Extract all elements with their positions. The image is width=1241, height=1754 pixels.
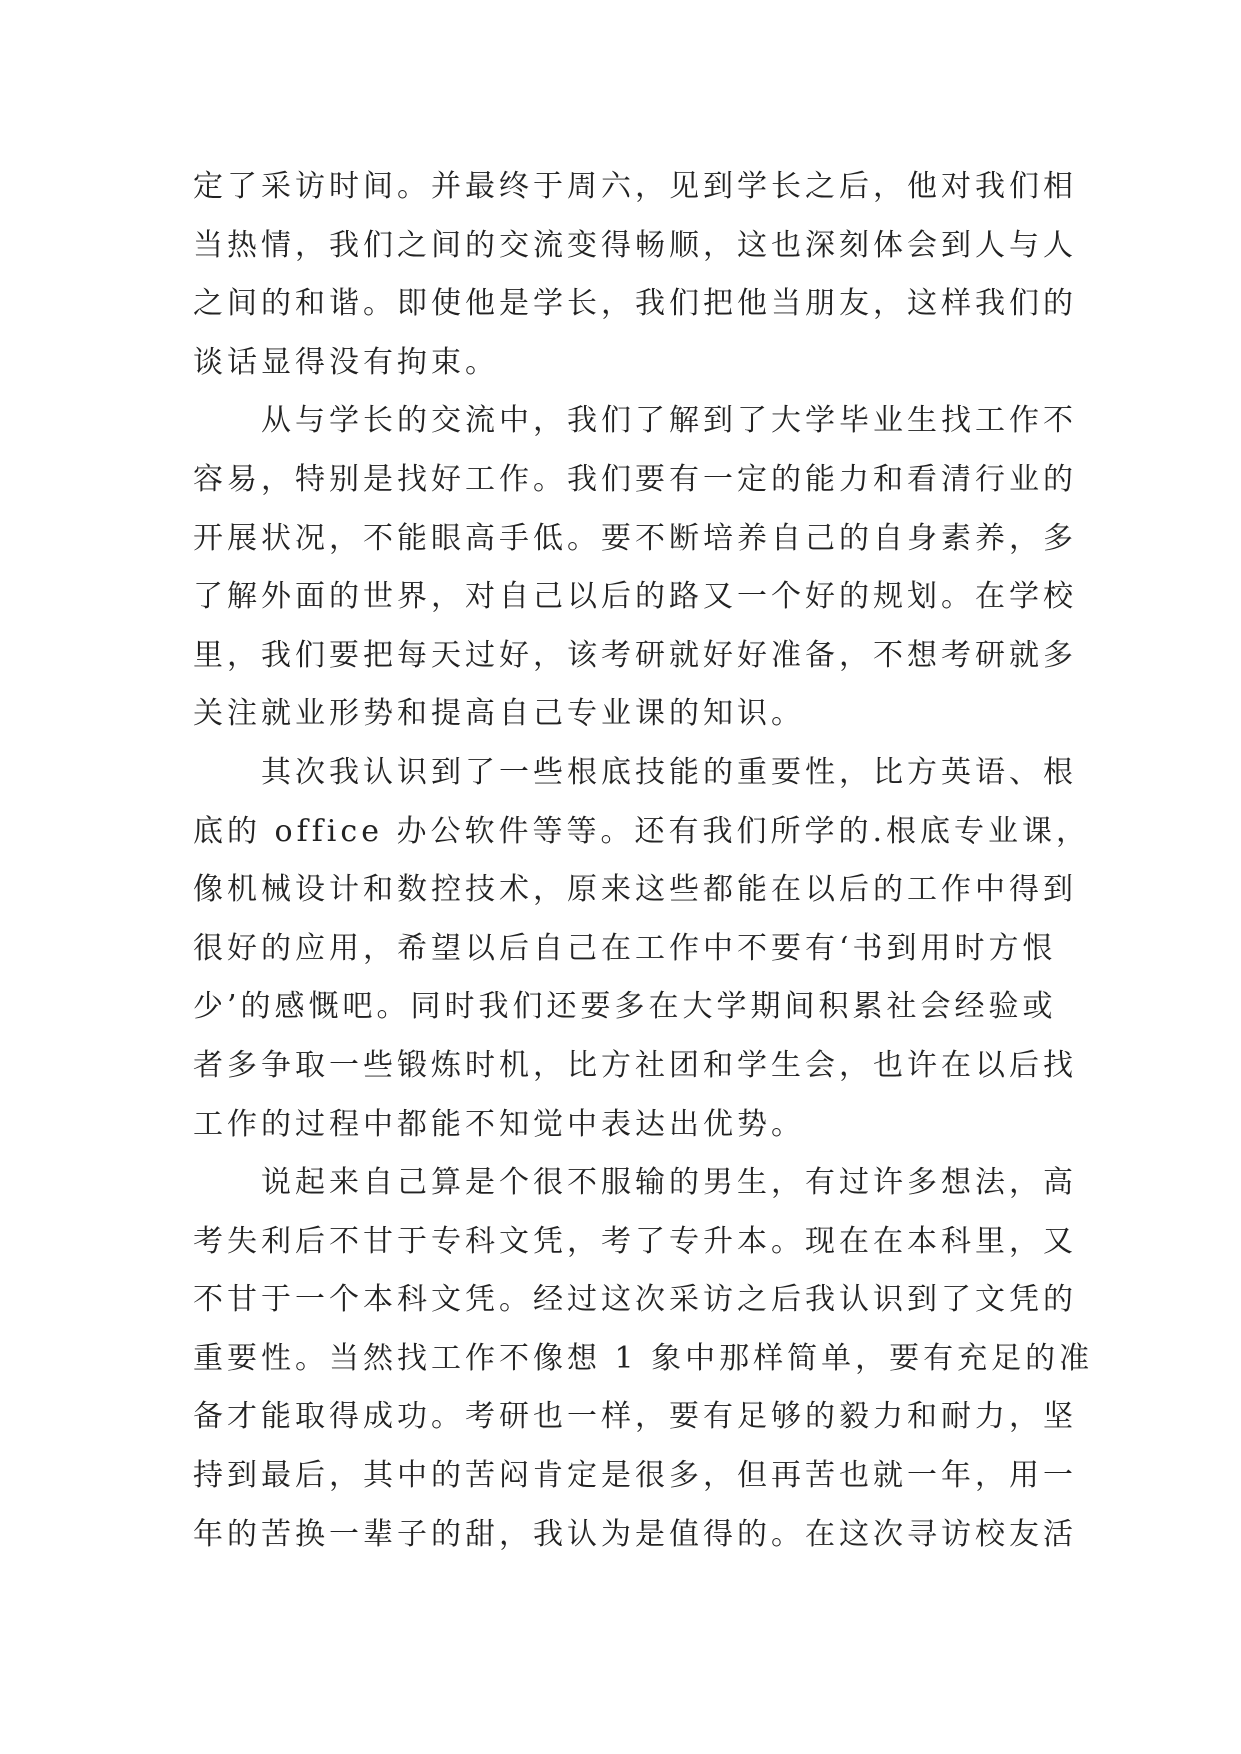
text-line: 考失利后不甘于专科文凭，考了专升本。现在在本科里，又 [193, 1223, 1077, 1259]
paragraph-first-line: 其次我认识到了一些根底技能的重要性，比方英语、根 [261, 754, 1077, 790]
text-line: 当热情，我们之间的交流变得畅顺，这也深刻体会到人与人 [193, 227, 1077, 263]
text-line: 年的苦换一辈子的甜，我认为是值得的。在这次寻访校友活 [193, 1516, 1077, 1552]
text-line: 备才能取得成功。考研也一样，要有足够的毅力和耐力，坚 [193, 1399, 1077, 1435]
text-line: 工作的过程中都能不知觉中表达出优势。 [193, 1106, 805, 1142]
text-line: 谈话显得没有拘束。 [193, 344, 499, 380]
text-line: 定了采访时间。并最终于周六，见到学长之后，他对我们相 [193, 169, 1077, 204]
text-line: 不甘于一个本科文凭。经过这次采访之后我认识到了文凭的 [193, 1282, 1077, 1318]
text-line: 底的 office 办公软件等等。还有我们所学的.根底专业课， [193, 813, 1091, 849]
text-line: 者多争取一些锻炼时机，比方社团和学生会，也许在以后找 [193, 1047, 1077, 1083]
text-line: 之间的和谐。即使他是学长，我们把他当朋友，这样我们的 [193, 286, 1077, 322]
text-line: 容易，特别是找好工作。我们要有一定的能力和看清行业的 [193, 461, 1077, 497]
text-line: 里，我们要把每天过好，该考研就好好准备，不想考研就多 [193, 637, 1077, 673]
text-line: 开展状况，不能眼高手低。要不断培养自己的自身素养，多 [193, 520, 1077, 556]
paragraph-first-line: 从与学长的交流中，我们了解到了大学毕业生找工作不 [261, 403, 1077, 439]
text-line: 持到最后，其中的苦闷肯定是很多，但再苦也就一年，用一 [193, 1458, 1077, 1494]
text-line: 了解外面的世界，对自己以后的路又一个好的规划。在学校 [193, 579, 1077, 615]
body-text [193, 158, 1094, 1564]
text-line: 像机械设计和数控技术，原来这些都能在以后的工作中得到 [193, 872, 1077, 908]
text-line: 重要性。当然找工作不像想 1 象中那样简单，要有充足的准 [193, 1340, 1094, 1376]
text-line: 很好的应用，希望以后自己在工作中不要有‘书到用时方恨 [193, 930, 1057, 966]
text-line: 关注就业形势和提高自己专业课的知识。 [193, 696, 805, 732]
paragraph-first-line: 说起来自己算是个很不服输的男生，有过许多想法，高 [261, 1165, 1077, 1201]
text-line: 少’的感慨吧。同时我们还要多在大学期间积累社会经验或 [193, 989, 1057, 1025]
